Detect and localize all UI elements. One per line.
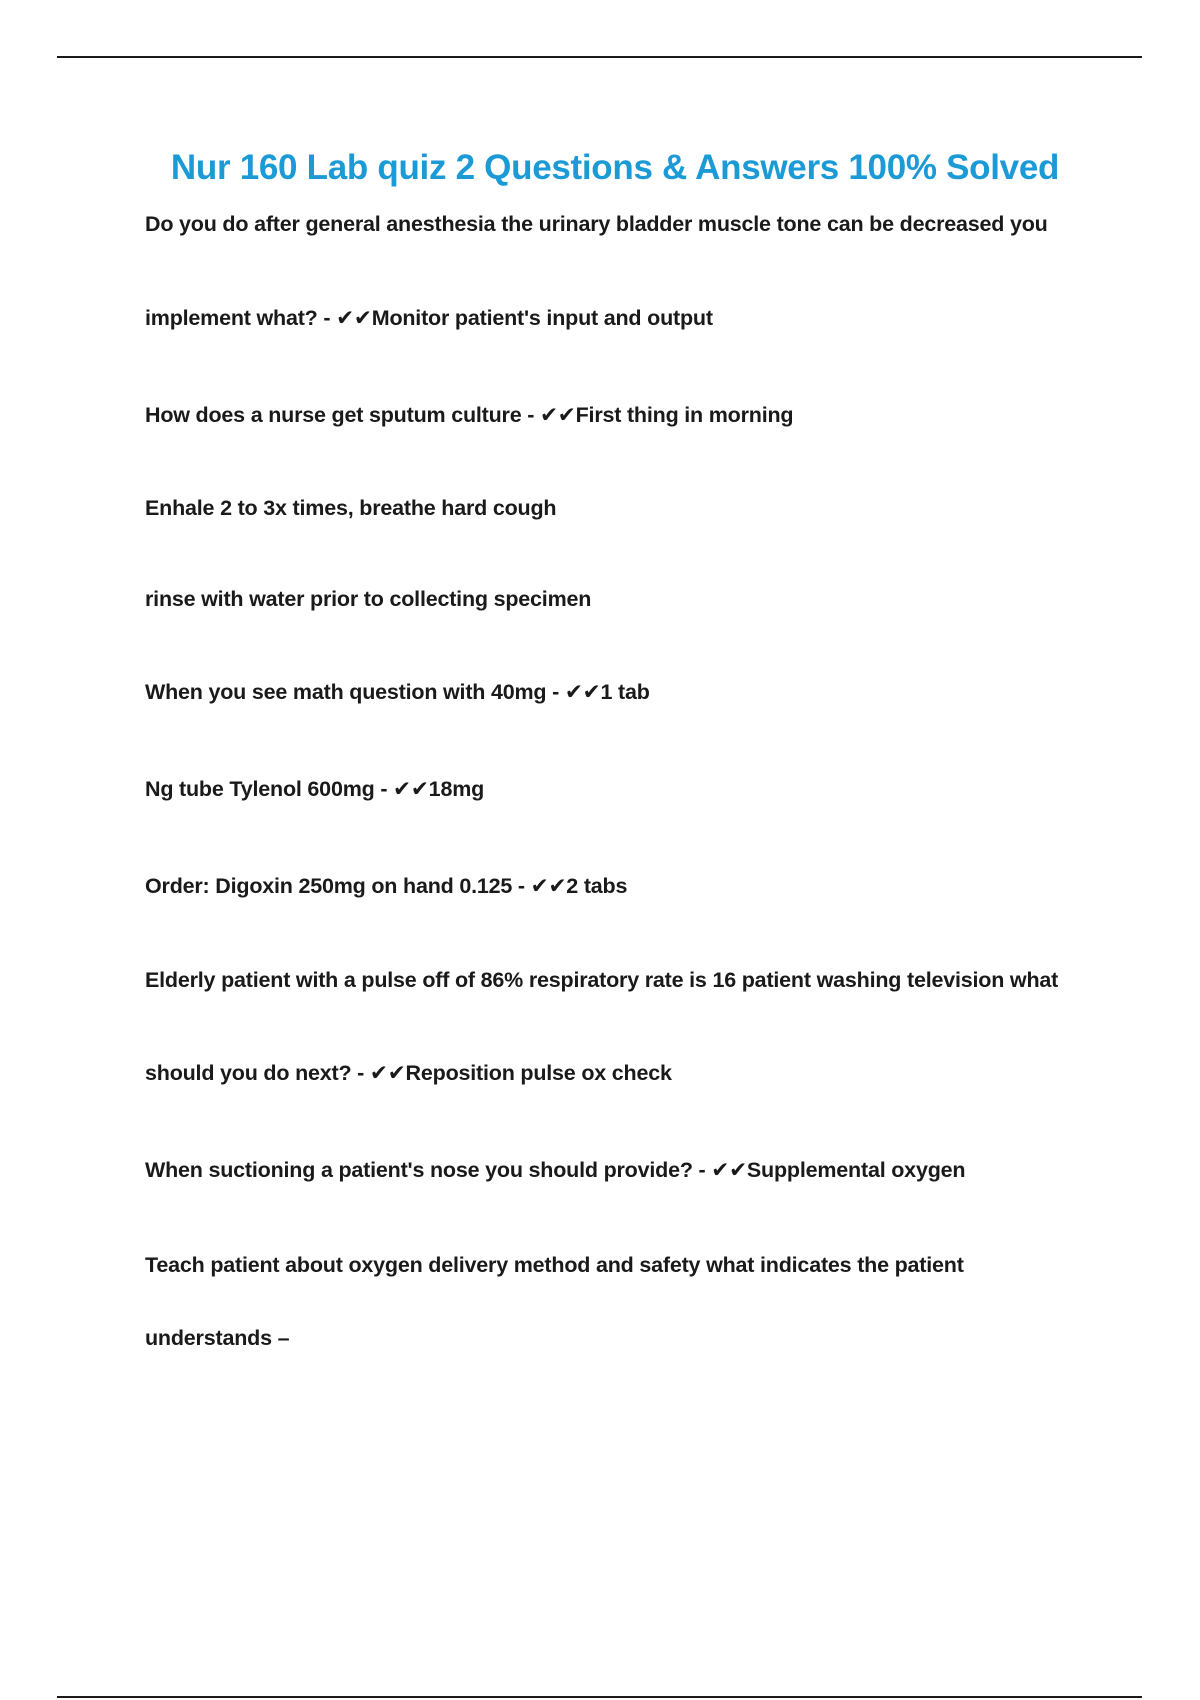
footer-rule — [57, 1696, 1142, 1698]
text-line: implement what? - ✔✔Monitor patient's input and output — [145, 306, 713, 330]
text-line: When you see math question with 40mg - ✔✔1 tab — [145, 680, 650, 704]
text-line: understands – — [145, 1326, 290, 1350]
text-line: rinse with water prior to collecting specimen — [145, 587, 592, 611]
text-line: Enhale 2 to 3x times, breathe hard cough — [145, 496, 557, 520]
text-line: How does a nurse get sputum culture - ✔✔First thing in morning — [145, 403, 794, 427]
document-title: Nur 160 Lab quiz 2 Questions & Answers 100% Solved — [170, 148, 1060, 187]
text-line: should you do next? - ✔✔Reposition pulse ox check — [145, 1061, 672, 1085]
header-rule — [57, 56, 1142, 58]
text-line: Teach patient about oxygen delivery method and safety what indicates the patient — [145, 1253, 964, 1277]
text-line: Do you do after general anesthesia the urinary bladder muscle tone can be decreased you — [145, 212, 1048, 236]
text-line: Order: Digoxin 250mg on hand 0.125 - ✔✔2 tabs — [145, 874, 628, 898]
text-line: When suctioning a patient's nose you should provide? - ✔✔Supplemental oxygen — [145, 1158, 966, 1182]
text-line: Ng tube Tylenol 600mg - ✔✔18mg — [145, 777, 485, 801]
text-line: Elderly patient with a pulse off of 86% respiratory rate is 16 patient washing television what — [145, 968, 1059, 992]
